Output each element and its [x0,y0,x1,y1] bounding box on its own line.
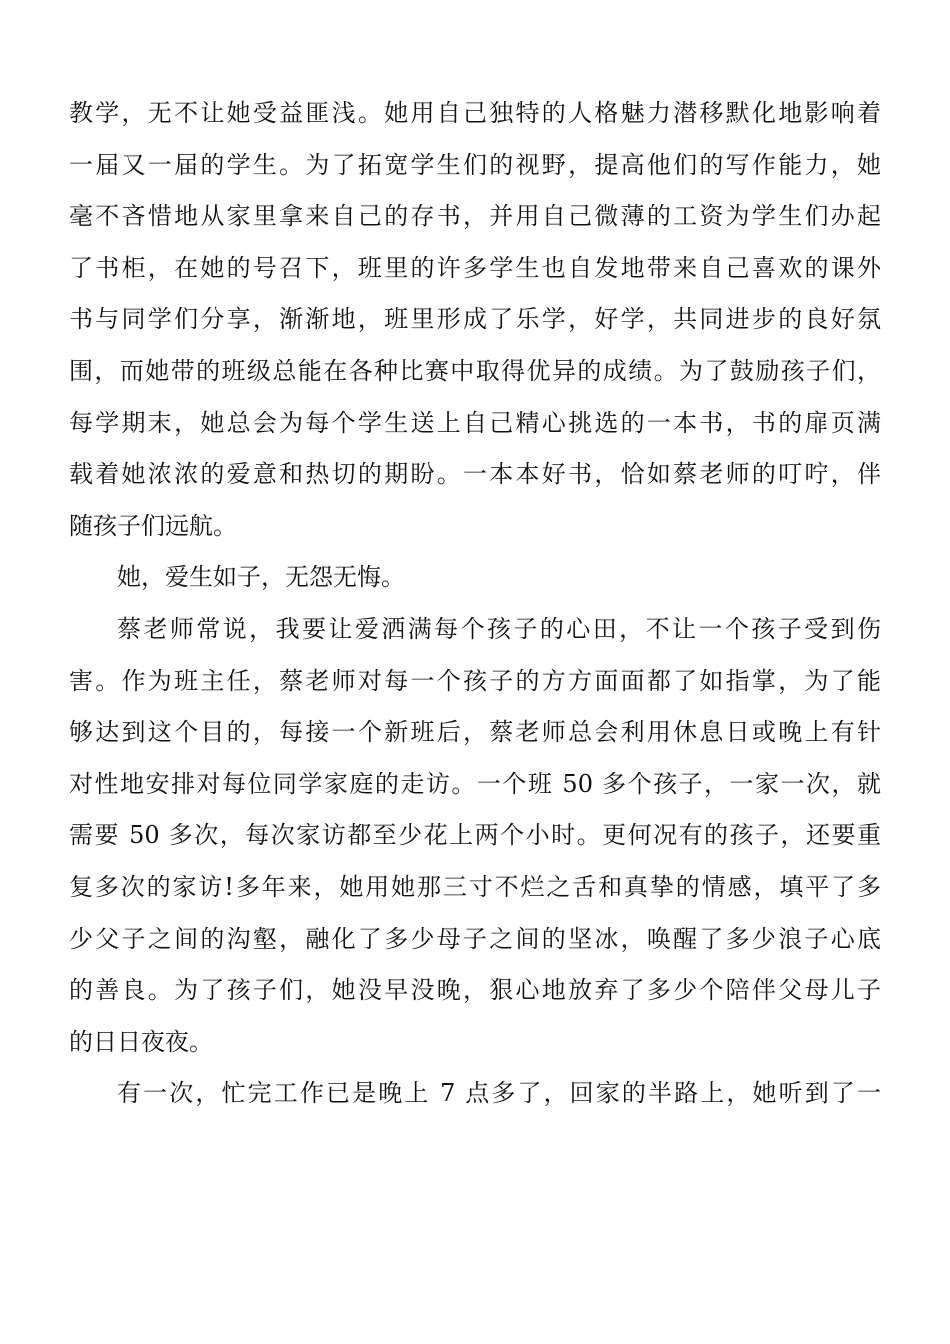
text-line: 复多次的家访!多年来，她用她那三寸不烂之舌和真挚的情感，填平了多 [69,872,881,901]
text-line: 教学，无不让她受益匪浅。她用自己独特的人格魅力潜移默化地影响着 [69,99,881,127]
text-line: 有一次，忙完工作已是晚上 7 点多了，回家的半路上，她听到了一 [117,1079,881,1108]
text-line: 害。作为班主任，蔡老师对每一个孩子的方方面面都了如指掌，为了能 [69,666,881,695]
text-line: 需要 50 多次，每次家访都至少花上两个小时。更何况有的孩子，还要重 [69,821,881,850]
text-line: 她，爱生如子，无怨无悔。 [117,563,405,592]
text-line: 一届又一届的学生。为了拓宽学生们的视野，提高他们的写作能力，她 [69,150,881,179]
text-line: 毫不吝惜地从家里拿来自己的存书，并用自己微薄的工资为学生们办起 [69,202,881,231]
text-line: 书与同学们分享，渐渐地，班里形成了乐学，好学，共同进步的良好氛 [69,305,881,334]
text-line: 蔡老师常说，我要让爱洒满每个孩子的心田，不让一个孩子受到伤 [117,614,881,643]
text-line: 载着她浓浓的爱意和热切的期盼。一本本好书，恰如蔡老师的叮咛，伴 [69,460,881,489]
text-line: 围，而她带的班级总能在各种比赛中取得优异的成绩。为了鼓励孩子们， [69,356,881,385]
text-line: 随孩子们远航。 [69,511,237,540]
text-line: 了书柜，在她的号召下，班里的许多学生也自发地带来自己喜欢的课外 [69,253,881,282]
text-line: 少父子之间的沟壑，融化了多少母子之间的坚冰，唤醒了多少浪子心底 [69,924,881,953]
document-body [69,92,881,1124]
text-line: 的日日夜夜。 [69,1027,213,1056]
text-line: 每学期末，她总会为每个学生送上自己精心挑选的一本书，书的扉页满 [69,408,881,437]
text-line: 对性地安排对每位同学家庭的走访。一个班 50 多个孩子，一家一次，就 [69,769,881,798]
text-line: 的善良。为了孩子们，她没早没晚，狠心地放弃了多少个陪伴父母儿子 [69,976,881,1005]
text-line: 够达到这个目的，每接一个新班后，蔡老师总会利用休息日或晚上有针 [69,718,881,747]
